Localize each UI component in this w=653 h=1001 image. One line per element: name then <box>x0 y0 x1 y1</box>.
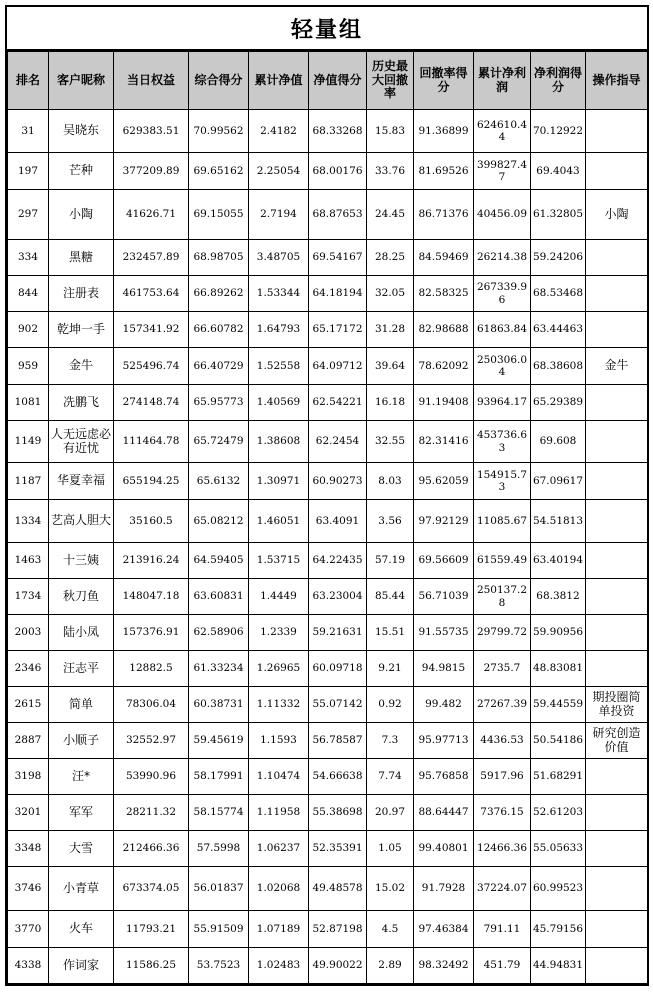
cell-nickname[interactable]: 吴晓东 <box>49 110 114 153</box>
cell-cumulative-profit[interactable]: 26214.38 <box>474 240 531 276</box>
cell-rank[interactable]: 197 <box>8 153 49 190</box>
ranking-sheet <box>5 5 649 986</box>
cell-cumulative-profit[interactable]: 61559.49 <box>474 543 531 579</box>
cell-max-drawdown[interactable]: 39.64 <box>367 348 414 385</box>
cell-guidance[interactable] <box>586 500 648 543</box>
cell-rank[interactable]: 959 <box>8 348 49 385</box>
cell-daily-equity[interactable]: 35160.5 <box>114 500 189 543</box>
cell-profit-score[interactable]: 50.54186 <box>531 723 586 759</box>
cell-drawdown-score[interactable]: 95.97713 <box>414 723 474 759</box>
cell-total-score[interactable]: 53.7523 <box>189 948 249 984</box>
cell-rank[interactable]: 902 <box>8 312 49 348</box>
cell-nav-score[interactable]: 60.09718 <box>309 651 367 687</box>
cell-nickname[interactable]: 简单 <box>49 687 114 723</box>
cell-total-score[interactable]: 64.59405 <box>189 543 249 579</box>
cell-rank[interactable]: 2346 <box>8 651 49 687</box>
cell-profit-score[interactable]: 67.09617 <box>531 463 586 500</box>
cell-guidance[interactable] <box>586 385 648 421</box>
cell-nav-score[interactable]: 55.07142 <box>309 687 367 723</box>
cell-daily-equity[interactable]: 655194.25 <box>114 463 189 500</box>
cell-cumulative-profit[interactable]: 37224.07 <box>474 867 531 911</box>
cell-guidance[interactable] <box>586 615 648 651</box>
cell-profit-score[interactable]: 60.99523 <box>531 867 586 911</box>
cell-rank[interactable]: 1334 <box>8 500 49 543</box>
cell-max-drawdown[interactable]: 33.76 <box>367 153 414 190</box>
cell-max-drawdown[interactable]: 85.44 <box>367 579 414 615</box>
cell-nav-score[interactable]: 60.90273 <box>309 463 367 500</box>
cell-total-score[interactable]: 66.89262 <box>189 276 249 312</box>
table-row <box>8 348 648 385</box>
cell-total-score[interactable]: 61.33234 <box>189 651 249 687</box>
cell-daily-equity[interactable]: 212466.36 <box>114 831 189 867</box>
cell-nickname[interactable]: 火车 <box>49 911 114 948</box>
table-row <box>8 190 648 240</box>
cell-profit-score[interactable]: 52.61203 <box>531 795 586 831</box>
table-row <box>8 831 648 867</box>
cell-nickname[interactable]: 注册表 <box>49 276 114 312</box>
cell-profit-score[interactable]: 63.40194 <box>531 543 586 579</box>
cell-cumulative-nav[interactable]: 1.11332 <box>249 687 309 723</box>
cell-drawdown-score[interactable]: 98.32492 <box>414 948 474 984</box>
cell-nickname[interactable]: 冼鹏飞 <box>49 385 114 421</box>
cell-nav-score[interactable]: 63.4091 <box>309 500 367 543</box>
cell-cumulative-nav[interactable]: 1.30971 <box>249 463 309 500</box>
cell-cumulative-nav[interactable]: 3.48705 <box>249 240 309 276</box>
cell-drawdown-score[interactable]: 56.71039 <box>414 579 474 615</box>
cell-drawdown-score[interactable]: 91.55735 <box>414 615 474 651</box>
cell-max-drawdown[interactable]: 57.19 <box>367 543 414 579</box>
cell-total-score[interactable]: 65.08212 <box>189 500 249 543</box>
cell-guidance[interactable] <box>586 795 648 831</box>
cell-cumulative-profit[interactable]: 7376.15 <box>474 795 531 831</box>
cell-daily-equity[interactable]: 673374.05 <box>114 867 189 911</box>
table-row <box>8 153 648 190</box>
cell-cumulative-nav[interactable]: 1.26965 <box>249 651 309 687</box>
cell-rank[interactable]: 2003 <box>8 615 49 651</box>
cell-nickname[interactable]: 军军 <box>49 795 114 831</box>
cell-cumulative-profit[interactable]: 11085.67 <box>474 500 531 543</box>
header-row <box>8 52 648 110</box>
cell-nav-score[interactable]: 69.54167 <box>309 240 367 276</box>
table-row <box>8 795 648 831</box>
cell-guidance[interactable] <box>586 579 648 615</box>
cell-rank[interactable]: 3770 <box>8 911 49 948</box>
header-drawdown-score[interactable]: 回撤率得分 <box>414 52 474 110</box>
cell-drawdown-score[interactable]: 99.482 <box>414 687 474 723</box>
cell-nav-score[interactable]: 52.87198 <box>309 911 367 948</box>
table-row <box>8 312 648 348</box>
cell-nickname[interactable]: 秋刀鱼 <box>49 579 114 615</box>
table-row <box>8 543 648 579</box>
cell-daily-equity[interactable]: 525496.74 <box>114 348 189 385</box>
cell-total-score[interactable]: 66.60782 <box>189 312 249 348</box>
cell-nickname[interactable]: 汪* <box>49 759 114 795</box>
cell-guidance[interactable] <box>586 759 648 795</box>
cell-cumulative-nav[interactable]: 1.64793 <box>249 312 309 348</box>
cell-cumulative-profit[interactable]: 93964.17 <box>474 385 531 421</box>
cell-daily-equity[interactable]: 213916.24 <box>114 543 189 579</box>
header-nickname[interactable]: 客户昵称 <box>49 52 114 110</box>
cell-cumulative-profit[interactable]: 27267.39 <box>474 687 531 723</box>
cell-max-drawdown[interactable]: 15.51 <box>367 615 414 651</box>
cell-profit-score[interactable]: 69.608 <box>531 421 586 463</box>
cell-cumulative-nav[interactable]: 1.11958 <box>249 795 309 831</box>
cell-cumulative-nav[interactable]: 1.2339 <box>249 615 309 651</box>
cell-cumulative-nav[interactable]: 1.02483 <box>249 948 309 984</box>
cell-cumulative-nav[interactable]: 1.02068 <box>249 867 309 911</box>
cell-drawdown-score[interactable]: 82.31416 <box>414 421 474 463</box>
cell-profit-score[interactable]: 68.3812 <box>531 579 586 615</box>
cell-cumulative-nav[interactable]: 1.52558 <box>249 348 309 385</box>
cell-drawdown-score[interactable]: 95.76858 <box>414 759 474 795</box>
cell-total-score[interactable]: 57.5998 <box>189 831 249 867</box>
cell-max-drawdown[interactable]: 2.89 <box>367 948 414 984</box>
cell-drawdown-score[interactable]: 69.56609 <box>414 543 474 579</box>
cell-nav-score[interactable]: 65.17172 <box>309 312 367 348</box>
cell-drawdown-score[interactable]: 91.19408 <box>414 385 474 421</box>
table-row <box>8 579 648 615</box>
cell-daily-equity[interactable]: 53990.96 <box>114 759 189 795</box>
cell-nickname[interactable]: 汪志平 <box>49 651 114 687</box>
header-profit-score[interactable]: 净利润得分 <box>531 52 586 110</box>
cell-nav-score[interactable]: 56.78587 <box>309 723 367 759</box>
cell-max-drawdown[interactable]: 32.55 <box>367 421 414 463</box>
cell-cumulative-profit[interactable]: 451.79 <box>474 948 531 984</box>
cell-cumulative-nav[interactable]: 1.10474 <box>249 759 309 795</box>
cell-cumulative-profit[interactable]: 29799.72 <box>474 615 531 651</box>
cell-daily-equity[interactable]: 78306.04 <box>114 687 189 723</box>
cell-max-drawdown[interactable]: 24.45 <box>367 190 414 240</box>
cell-nickname[interactable]: 小陶 <box>49 190 114 240</box>
cell-cumulative-profit[interactable]: 267339.96 <box>474 276 531 312</box>
cell-daily-equity[interactable]: 629383.51 <box>114 110 189 153</box>
cell-guidance[interactable] <box>586 421 648 463</box>
cell-daily-equity[interactable]: 32552.97 <box>114 723 189 759</box>
cell-nav-score[interactable]: 68.87653 <box>309 190 367 240</box>
cell-guidance[interactable] <box>586 276 648 312</box>
cell-nav-score[interactable]: 55.38698 <box>309 795 367 831</box>
cell-cumulative-nav[interactable]: 1.53344 <box>249 276 309 312</box>
cell-daily-equity[interactable]: 377209.89 <box>114 153 189 190</box>
cell-profit-score[interactable]: 48.83081 <box>531 651 586 687</box>
cell-nickname[interactable]: 芒种 <box>49 153 114 190</box>
cell-rank[interactable]: 3348 <box>8 831 49 867</box>
cell-guidance[interactable] <box>586 543 648 579</box>
cell-max-drawdown[interactable]: 7.74 <box>367 759 414 795</box>
cell-total-score[interactable]: 70.99562 <box>189 110 249 153</box>
cell-daily-equity[interactable]: 41626.71 <box>114 190 189 240</box>
cell-total-score[interactable]: 58.17991 <box>189 759 249 795</box>
header-cumulative-profit[interactable]: 累计净利润 <box>474 52 531 110</box>
cell-profit-score[interactable]: 59.44559 <box>531 687 586 723</box>
cell-nickname[interactable]: 人无远虑必有近忧 <box>49 421 114 463</box>
cell-rank[interactable]: 1149 <box>8 421 49 463</box>
table-row <box>8 687 648 723</box>
cell-cumulative-nav[interactable]: 1.46051 <box>249 500 309 543</box>
cell-rank[interactable]: 1463 <box>8 543 49 579</box>
cell-guidance[interactable] <box>586 240 648 276</box>
cell-nav-score[interactable]: 52.35391 <box>309 831 367 867</box>
cell-cumulative-nav[interactable]: 2.7194 <box>249 190 309 240</box>
header-rank[interactable]: 排名 <box>8 52 49 110</box>
cell-daily-equity[interactable]: 148047.18 <box>114 579 189 615</box>
cell-total-score[interactable]: 69.65162 <box>189 153 249 190</box>
cell-drawdown-score[interactable]: 81.69526 <box>414 153 474 190</box>
cell-daily-equity[interactable]: 11793.21 <box>114 911 189 948</box>
cell-rank[interactable]: 1081 <box>8 385 49 421</box>
cell-profit-score[interactable]: 54.51813 <box>531 500 586 543</box>
cell-max-drawdown[interactable]: 4.5 <box>367 911 414 948</box>
cell-daily-equity[interactable]: 232457.89 <box>114 240 189 276</box>
cell-profit-score[interactable]: 59.24206 <box>531 240 586 276</box>
cell-drawdown-score[interactable]: 97.92129 <box>414 500 474 543</box>
cell-max-drawdown[interactable]: 9.21 <box>367 651 414 687</box>
cell-rank[interactable]: 297 <box>8 190 49 240</box>
cell-cumulative-profit[interactable]: 399827.47 <box>474 153 531 190</box>
cell-cumulative-profit[interactable]: 791.11 <box>474 911 531 948</box>
cell-guidance[interactable]: 期投圈简单投资 <box>586 687 648 723</box>
table-row <box>8 110 648 153</box>
cell-nickname[interactable]: 十三姨 <box>49 543 114 579</box>
cell-nav-score[interactable]: 49.48578 <box>309 867 367 911</box>
cell-profit-score[interactable]: 45.79156 <box>531 911 586 948</box>
cell-nav-score[interactable]: 62.54221 <box>309 385 367 421</box>
table-row <box>8 276 648 312</box>
sheet-title: 轻量组 <box>7 7 647 51</box>
cell-guidance[interactable] <box>586 831 648 867</box>
cell-nav-score[interactable]: 68.33268 <box>309 110 367 153</box>
cell-drawdown-score[interactable]: 97.46384 <box>414 911 474 948</box>
cell-nav-score[interactable]: 68.00176 <box>309 153 367 190</box>
cell-nickname[interactable]: 黑糖 <box>49 240 114 276</box>
cell-cumulative-profit[interactable]: 61863.84 <box>474 312 531 348</box>
cell-nickname[interactable]: 陆小凤 <box>49 615 114 651</box>
cell-profit-score[interactable]: 59.90956 <box>531 615 586 651</box>
cell-daily-equity[interactable]: 157376.91 <box>114 615 189 651</box>
cell-daily-equity[interactable]: 274148.74 <box>114 385 189 421</box>
cell-nav-score[interactable]: 63.23004 <box>309 579 367 615</box>
cell-profit-score[interactable]: 55.05633 <box>531 831 586 867</box>
cell-nickname[interactable]: 华夏幸福 <box>49 463 114 500</box>
cell-profit-score[interactable]: 51.68291 <box>531 759 586 795</box>
table-row <box>8 463 648 500</box>
cell-max-drawdown[interactable]: 15.02 <box>367 867 414 911</box>
cell-nav-score[interactable]: 59.21631 <box>309 615 367 651</box>
table-row <box>8 759 648 795</box>
cell-total-score[interactable]: 58.15774 <box>189 795 249 831</box>
cell-rank[interactable]: 1187 <box>8 463 49 500</box>
cell-rank[interactable]: 334 <box>8 240 49 276</box>
cell-guidance[interactable] <box>586 153 648 190</box>
cell-cumulative-profit[interactable]: 4436.53 <box>474 723 531 759</box>
cell-drawdown-score[interactable]: 94.9815 <box>414 651 474 687</box>
cell-drawdown-score[interactable]: 95.62059 <box>414 463 474 500</box>
cell-nickname[interactable]: 作词家 <box>49 948 114 984</box>
cell-nav-score[interactable]: 62.2454 <box>309 421 367 463</box>
cell-cumulative-nav[interactable]: 2.25054 <box>249 153 309 190</box>
cell-drawdown-score[interactable]: 91.36899 <box>414 110 474 153</box>
header-nav-score[interactable]: 净值得分 <box>309 52 367 110</box>
cell-guidance[interactable] <box>586 312 648 348</box>
cell-cumulative-nav[interactable]: 1.53715 <box>249 543 309 579</box>
cell-cumulative-profit[interactable]: 2735.7 <box>474 651 531 687</box>
cell-total-score[interactable]: 60.38731 <box>189 687 249 723</box>
cell-cumulative-profit[interactable]: 5917.96 <box>474 759 531 795</box>
table-row <box>8 651 648 687</box>
cell-rank[interactable]: 2887 <box>8 723 49 759</box>
cell-nav-score[interactable]: 64.18194 <box>309 276 367 312</box>
cell-rank[interactable]: 844 <box>8 276 49 312</box>
cell-nav-score[interactable]: 64.22435 <box>309 543 367 579</box>
cell-guidance[interactable] <box>586 110 648 153</box>
cell-total-score[interactable]: 66.40729 <box>189 348 249 385</box>
cell-cumulative-profit[interactable]: 624610.44 <box>474 110 531 153</box>
cell-daily-equity[interactable]: 461753.64 <box>114 276 189 312</box>
cell-total-score[interactable]: 69.15055 <box>189 190 249 240</box>
cell-total-score[interactable]: 59.45619 <box>189 723 249 759</box>
cell-daily-equity[interactable]: 12882.5 <box>114 651 189 687</box>
cell-max-drawdown[interactable]: 28.25 <box>367 240 414 276</box>
cell-profit-score[interactable]: 69.4043 <box>531 153 586 190</box>
cell-max-drawdown[interactable]: 7.3 <box>367 723 414 759</box>
cell-rank[interactable]: 3201 <box>8 795 49 831</box>
cell-drawdown-score[interactable]: 82.58325 <box>414 276 474 312</box>
cell-rank[interactable]: 1734 <box>8 579 49 615</box>
cell-daily-equity[interactable]: 111464.78 <box>114 421 189 463</box>
cell-total-score[interactable]: 65.72479 <box>189 421 249 463</box>
cell-cumulative-nav[interactable]: 1.1593 <box>249 723 309 759</box>
cell-drawdown-score[interactable]: 82.98688 <box>414 312 474 348</box>
cell-guidance[interactable]: 小陶 <box>586 190 648 240</box>
cell-total-score[interactable]: 68.98705 <box>189 240 249 276</box>
cell-max-drawdown[interactable]: 3.56 <box>367 500 414 543</box>
cell-nickname[interactable]: 金牛 <box>49 348 114 385</box>
cell-guidance[interactable] <box>586 867 648 911</box>
cell-cumulative-nav[interactable]: 1.07189 <box>249 911 309 948</box>
cell-drawdown-score[interactable]: 84.59469 <box>414 240 474 276</box>
cell-max-drawdown[interactable]: 1.05 <box>367 831 414 867</box>
table-row <box>8 911 648 948</box>
header-daily-equity[interactable]: 当日权益 <box>114 52 189 110</box>
cell-profit-score[interactable]: 44.94831 <box>531 948 586 984</box>
cell-guidance[interactable] <box>586 911 648 948</box>
ranking-table <box>7 51 648 984</box>
cell-max-drawdown[interactable]: 0.92 <box>367 687 414 723</box>
cell-drawdown-score[interactable]: 86.71376 <box>414 190 474 240</box>
cell-max-drawdown[interactable]: 32.05 <box>367 276 414 312</box>
cell-max-drawdown[interactable]: 15.83 <box>367 110 414 153</box>
cell-cumulative-profit[interactable]: 453736.63 <box>474 421 531 463</box>
cell-nickname[interactable]: 小顺子 <box>49 723 114 759</box>
table-row <box>8 240 648 276</box>
cell-max-drawdown[interactable]: 8.03 <box>367 463 414 500</box>
cell-drawdown-score[interactable]: 78.62092 <box>414 348 474 385</box>
cell-total-score[interactable]: 65.6132 <box>189 463 249 500</box>
cell-guidance[interactable]: 研究创造价值 <box>586 723 648 759</box>
cell-max-drawdown[interactable]: 20.97 <box>367 795 414 831</box>
cell-total-score[interactable]: 56.01837 <box>189 867 249 911</box>
cell-nickname[interactable]: 大雪 <box>49 831 114 867</box>
cell-cumulative-nav[interactable]: 1.38608 <box>249 421 309 463</box>
cell-rank[interactable]: 3746 <box>8 867 49 911</box>
cell-nickname[interactable]: 艺高人胆大 <box>49 500 114 543</box>
table-row <box>8 615 648 651</box>
header-guidance[interactable]: 操作指导 <box>586 52 648 110</box>
table-row <box>8 500 648 543</box>
cell-rank[interactable]: 3198 <box>8 759 49 795</box>
table-row <box>8 867 648 911</box>
cell-daily-equity[interactable]: 157341.92 <box>114 312 189 348</box>
cell-total-score[interactable]: 62.58906 <box>189 615 249 651</box>
table-row <box>8 948 648 984</box>
cell-cumulative-profit[interactable]: 154915.73 <box>474 463 531 500</box>
table-row <box>8 385 648 421</box>
cell-guidance[interactable]: 金牛 <box>586 348 648 385</box>
cell-cumulative-nav[interactable]: 1.06237 <box>249 831 309 867</box>
cell-cumulative-nav[interactable]: 2.4182 <box>249 110 309 153</box>
cell-nickname[interactable]: 乾坤一手 <box>49 312 114 348</box>
cell-daily-equity[interactable]: 28211.32 <box>114 795 189 831</box>
header-cumulative-nav[interactable]: 累计净值 <box>249 52 309 110</box>
cell-profit-score[interactable]: 68.38608 <box>531 348 586 385</box>
header-max-drawdown[interactable]: 历史最大回撤率 <box>367 52 414 110</box>
cell-cumulative-profit[interactable]: 250306.04 <box>474 348 531 385</box>
cell-drawdown-score[interactable]: 91.7928 <box>414 867 474 911</box>
cell-nickname[interactable]: 小青草 <box>49 867 114 911</box>
cell-cumulative-profit[interactable]: 250137.28 <box>474 579 531 615</box>
cell-rank[interactable]: 31 <box>8 110 49 153</box>
cell-daily-equity[interactable]: 11586.25 <box>114 948 189 984</box>
cell-drawdown-score[interactable]: 88.64447 <box>414 795 474 831</box>
cell-cumulative-nav[interactable]: 1.4449 <box>249 579 309 615</box>
cell-profit-score[interactable]: 61.32805 <box>531 190 586 240</box>
table-row <box>8 723 648 759</box>
table-row <box>8 421 648 463</box>
cell-nav-score[interactable]: 49.90022 <box>309 948 367 984</box>
cell-nav-score[interactable]: 54.66638 <box>309 759 367 795</box>
cell-profit-score[interactable]: 65.29389 <box>531 385 586 421</box>
cell-total-score[interactable]: 65.95773 <box>189 385 249 421</box>
cell-profit-score[interactable]: 68.53468 <box>531 276 586 312</box>
cell-max-drawdown[interactable]: 16.18 <box>367 385 414 421</box>
cell-total-score[interactable]: 55.91509 <box>189 911 249 948</box>
cell-cumulative-profit[interactable]: 12466.36 <box>474 831 531 867</box>
cell-guidance[interactable] <box>586 948 648 984</box>
cell-cumulative-profit[interactable]: 40456.09 <box>474 190 531 240</box>
cell-profit-score[interactable]: 70.12922 <box>531 110 586 153</box>
cell-total-score[interactable]: 63.60831 <box>189 579 249 615</box>
cell-rank[interactable]: 4338 <box>8 948 49 984</box>
cell-drawdown-score[interactable]: 99.40801 <box>414 831 474 867</box>
cell-guidance[interactable] <box>586 651 648 687</box>
cell-rank[interactable]: 2615 <box>8 687 49 723</box>
cell-max-drawdown[interactable]: 31.28 <box>367 312 414 348</box>
cell-guidance[interactable] <box>586 463 648 500</box>
cell-profit-score[interactable]: 63.44463 <box>531 312 586 348</box>
header-total-score[interactable]: 综合得分 <box>189 52 249 110</box>
cell-cumulative-nav[interactable]: 1.40569 <box>249 385 309 421</box>
cell-nav-score[interactable]: 64.09712 <box>309 348 367 385</box>
